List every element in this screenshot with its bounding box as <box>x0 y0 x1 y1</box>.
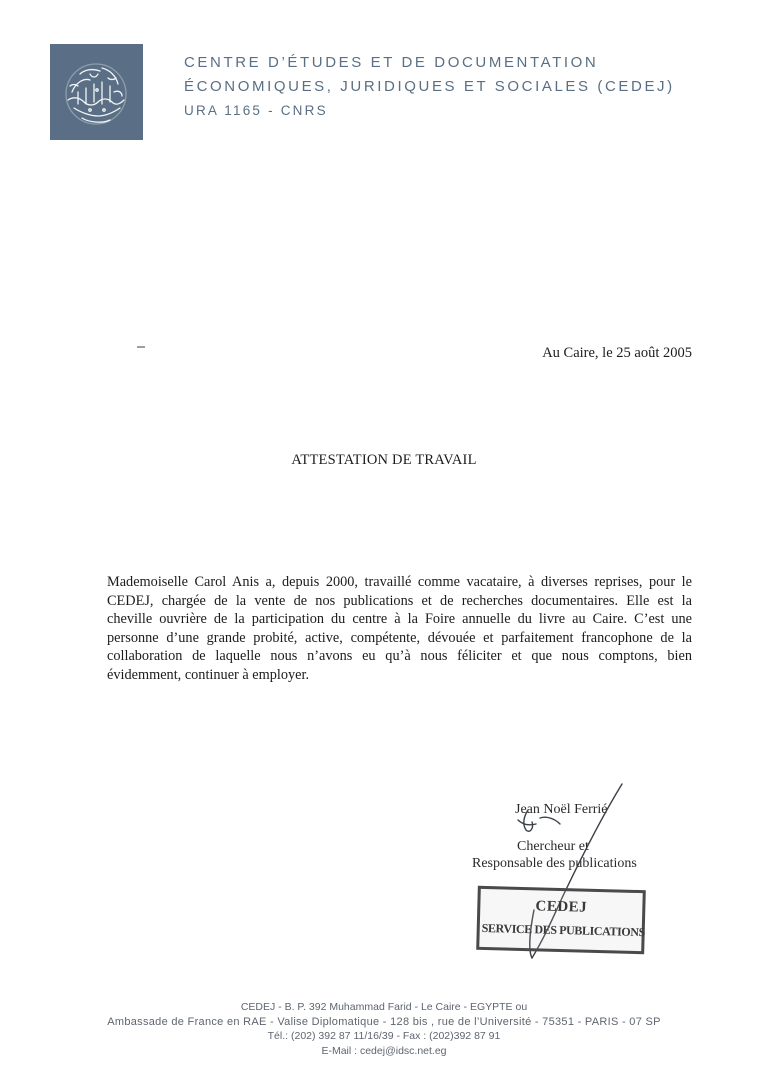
signatory-role-line1: Chercheur et <box>517 839 589 854</box>
scan-speck <box>137 346 145 348</box>
cedej-logo <box>50 44 143 140</box>
signatory-role-line2: Responsable des publications <box>472 856 637 871</box>
body-line: collaboration de laquelle nous n’avons eu qu’à nous féliciter et que nous comptons, bien <box>107 648 692 664</box>
footer-email-line: E-Mail : cedej@idsc.net.eg <box>321 1044 447 1057</box>
footer-phone-line: Tél.: (202) 392 87 11/16/39 - Fax : (202)392 87 91 <box>267 1030 501 1042</box>
organization-header <box>184 51 675 123</box>
stamp-service: SERVICE DES PUBLICATIONS <box>481 920 646 940</box>
body-line: évidemment, continuer à employer. <box>107 666 310 683</box>
stamp-org: CEDEJ <box>535 898 588 916</box>
body-line: personne d’une grande probité, active, compétente, dévouée et parfaitement francophone de la <box>107 629 692 646</box>
body-line: cheville ouvrière de la participation du centre à la Foire annuelle du livre au Caire. C’est une <box>107 611 692 627</box>
signatory-name: Jean Noël Ferrié <box>515 802 608 817</box>
letterhead-footer <box>0 1000 768 1058</box>
org-name-line1: CENTRE D’ÉTUDES ET DE DOCUMENTATION <box>184 54 599 71</box>
body-line: CEDEJ, chargée de la vente de nos publications et de recherches documentaires. Elle est la <box>107 592 692 609</box>
letter-body <box>107 573 692 684</box>
org-name-line2: ÉCONOMIQUES, JURIDIQUES ET SOCIALES (CEDEJ) <box>184 78 675 95</box>
footer-address-line1: CEDEJ - B. P. 392 Muhammad Farid - Le Caire - EGYPTE ou <box>240 1001 528 1013</box>
arabic-calligraphy-logo-icon <box>50 44 143 140</box>
org-unit-line: URA 1165 - CNRS <box>184 103 328 118</box>
document-title: ATTESTATION DE TRAVAIL <box>291 452 477 468</box>
publications-stamp <box>476 886 646 954</box>
body-line: Mademoiselle Carol Anis a, depuis 2000, travaillé comme vacataire, à diverses reprises, pour le <box>107 574 692 590</box>
letter-date: Au Caire, le 25 août 2005 <box>542 345 692 361</box>
footer-address-line2: Ambassade de France en RAE - Valise Diplomatique - 128 bis , rue de l’Université - 75351 - PARIS - 07 SP <box>107 1015 661 1028</box>
